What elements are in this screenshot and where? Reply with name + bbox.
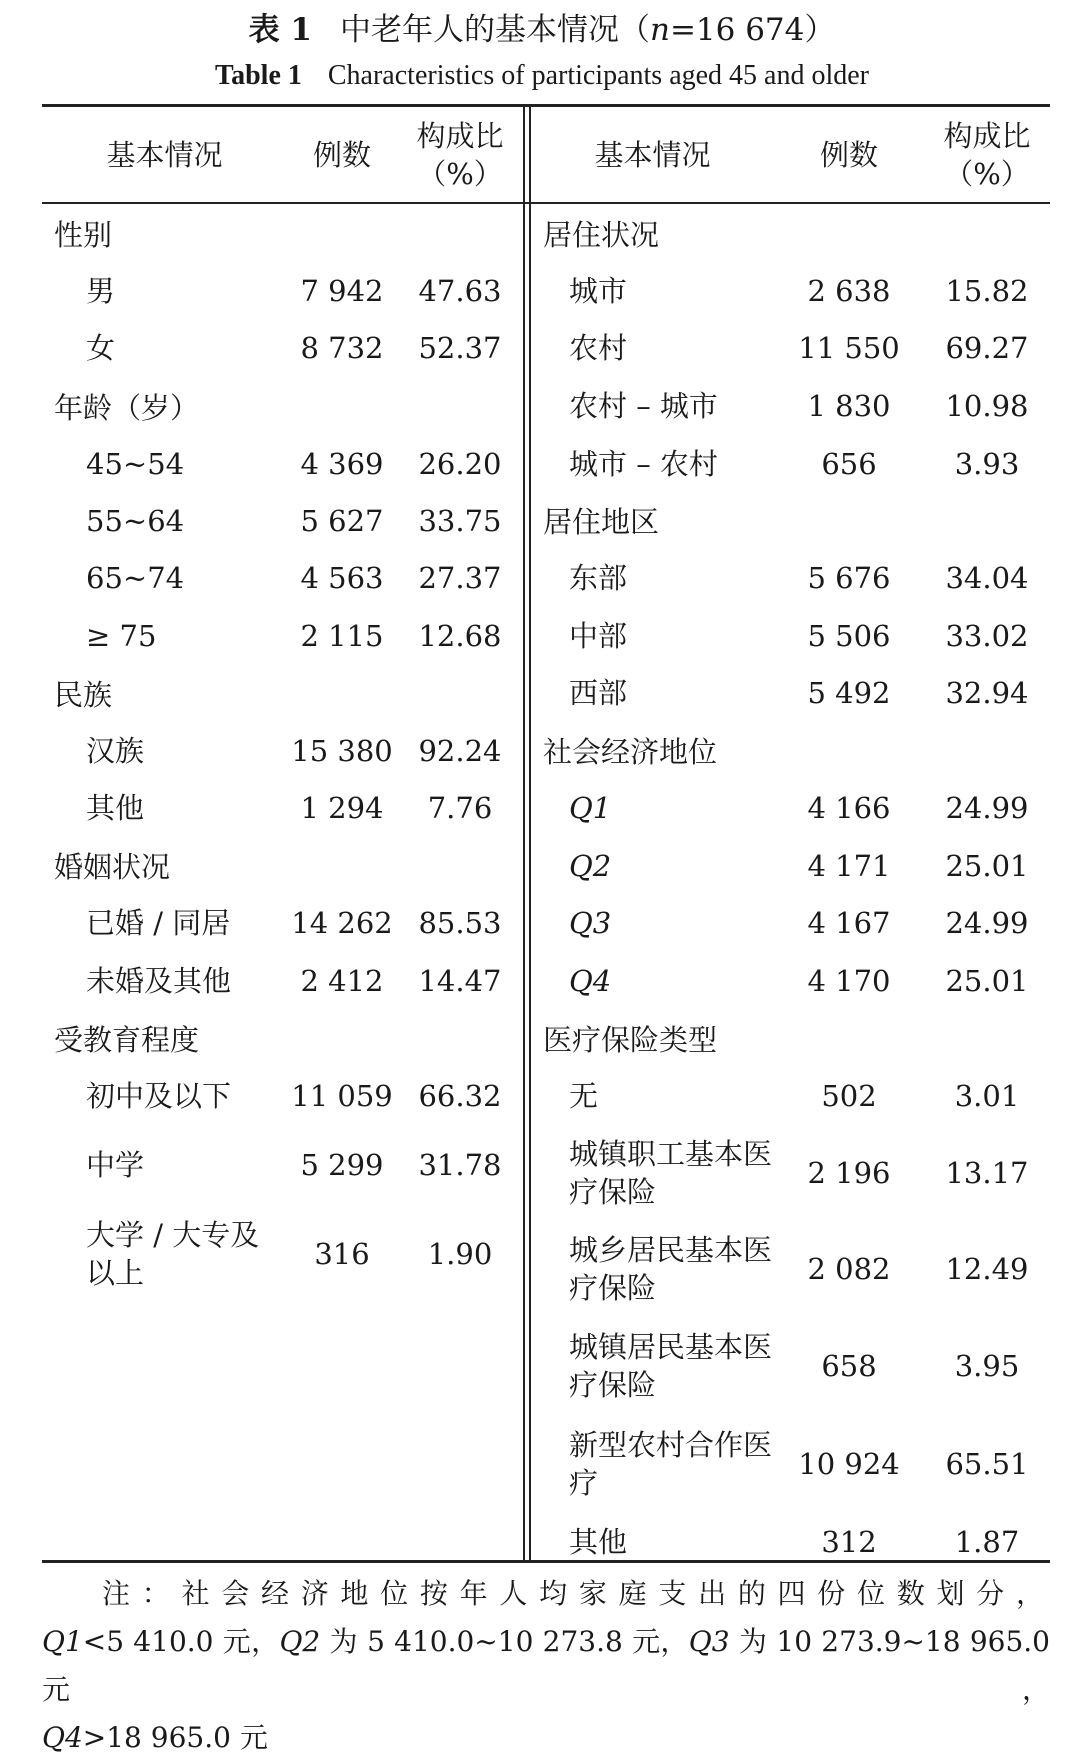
- category-row: [531, 1010, 1050, 1067]
- row-label: 汉族: [86, 733, 145, 768]
- count-cell: 658: [821, 1349, 877, 1383]
- characteristics-table: [42, 104, 1050, 1563]
- percent-cell: 25.01: [945, 848, 1029, 883]
- table-title-cn: [0, 8, 1084, 52]
- table-row: [531, 894, 1050, 952]
- percent-cell: 13.17: [945, 1155, 1029, 1190]
- table-row: [42, 435, 523, 492]
- table-row: [531, 1125, 1050, 1220]
- percent-cell: 15.82: [945, 273, 1029, 308]
- category-label: 居住地区: [543, 505, 660, 539]
- percent-cell: 24.99: [945, 791, 1029, 825]
- percent-cell: 32.94: [945, 676, 1029, 710]
- percent-cell: 1.90: [427, 1237, 493, 1271]
- row-label: Q1: [569, 791, 612, 825]
- category-label: 民族: [54, 677, 113, 712]
- table-row: [42, 607, 523, 664]
- count-cell: 11 550: [798, 331, 900, 365]
- count-cell: 5 627: [300, 503, 384, 538]
- row-label: 城乡居民基本医疗保险: [569, 1232, 773, 1305]
- count-cell: 4 167: [807, 906, 891, 940]
- row-label: 大学 / 大专及以上: [86, 1218, 260, 1290]
- table-row: [531, 549, 1050, 607]
- table-row: [531, 952, 1050, 1010]
- category-label: 婚姻状况: [54, 850, 171, 884]
- row-label: 农村 – 城市: [569, 389, 718, 423]
- count-cell: 11 059: [291, 1079, 393, 1113]
- percent-cell: 14.47: [418, 964, 502, 998]
- percent-cell: 85.53: [418, 906, 502, 940]
- row-label: Q3: [569, 906, 612, 940]
- row-label: 初中及以下: [86, 1079, 232, 1113]
- count-cell: 7 942: [300, 273, 384, 308]
- row-label: 女: [86, 331, 116, 365]
- count-cell: 5 492: [807, 676, 891, 710]
- row-label: Q2: [569, 848, 612, 883]
- title-en-text: Characteristics of participants aged 45 and older: [327, 60, 870, 91]
- table-row: [531, 435, 1050, 492]
- header-percent-line2: （%）: [417, 156, 503, 191]
- count-cell: 316: [314, 1237, 370, 1271]
- row-label: 已婚 / 同居: [86, 906, 231, 940]
- count-cell: 1 830: [807, 389, 891, 423]
- row-label: 55~64: [86, 503, 185, 538]
- category-label: 居住状况: [543, 217, 660, 252]
- table-row: [42, 1067, 523, 1125]
- category-row: [42, 664, 523, 722]
- row-label: 其他: [569, 1525, 628, 1559]
- note-line-3: [42, 1714, 1050, 1762]
- column-divider: [523, 107, 525, 1560]
- count-cell: 2 082: [807, 1251, 891, 1286]
- table-title-en: [0, 56, 1084, 96]
- category-row: [42, 1010, 523, 1067]
- category-row: [42, 204, 523, 262]
- table-row: [531, 1220, 1050, 1317]
- note-q3: Q3: [688, 1625, 730, 1658]
- table-row: [531, 262, 1050, 319]
- percent-cell: 10.98: [945, 389, 1029, 423]
- count-cell: 2 412: [300, 964, 384, 998]
- count-cell: 8 732: [300, 331, 384, 365]
- percent-cell: 3.93: [954, 446, 1020, 481]
- table-row: [531, 1512, 1050, 1572]
- header-percent-line2: （%）: [944, 156, 1030, 191]
- table-row: [531, 1317, 1050, 1415]
- table-row: [531, 1415, 1050, 1512]
- note-q3-text: 为 10 273.9~18 965.0 元，: [42, 1625, 1050, 1706]
- percent-cell: 31.78: [418, 1148, 502, 1182]
- title-cn-count: =16 674）: [669, 12, 836, 48]
- row-label: 城市 – 农村: [569, 446, 718, 481]
- table-row: [531, 607, 1050, 664]
- count-cell: 656: [821, 446, 877, 481]
- percent-cell: 92.24: [418, 733, 502, 768]
- header-characteristic: 基本情况: [106, 137, 223, 172]
- note-line-2: [42, 1618, 1050, 1714]
- count-cell: 5 676: [807, 561, 891, 595]
- table-row: [42, 319, 523, 377]
- percent-cell: 52.37: [418, 331, 502, 365]
- title-cn-n: n: [649, 12, 670, 48]
- row-label: 其他: [86, 791, 145, 825]
- count-cell: 312: [821, 1525, 877, 1559]
- table-row: [42, 549, 523, 607]
- header-percent: [397, 107, 523, 202]
- table-row: [42, 262, 523, 319]
- table-row: [42, 952, 523, 1010]
- percent-cell: 24.99: [945, 906, 1029, 940]
- table-number-cn: 表 1: [248, 12, 312, 48]
- table-row: [531, 319, 1050, 377]
- percent-cell: 33.75: [418, 503, 502, 538]
- row-label: ≥ 75: [86, 618, 157, 653]
- note-q2: Q2: [279, 1625, 321, 1658]
- category-label: 医疗保险类型: [543, 1023, 718, 1057]
- row-label: 农村: [569, 331, 628, 365]
- table-header-right: [531, 107, 1050, 202]
- table-row: [42, 894, 523, 952]
- row-label: 中学: [86, 1148, 145, 1182]
- row-label: 新型农村合作医疗: [569, 1427, 773, 1500]
- table-row: [531, 837, 1050, 894]
- row-label: 城镇职工基本医疗保险: [569, 1136, 773, 1209]
- row-label: 65~74: [86, 561, 185, 595]
- category-label: 性别: [54, 217, 113, 252]
- category-row: [42, 377, 523, 435]
- note-q2-text: 为 5 410.0~10 273.8 元，: [320, 1625, 689, 1658]
- percent-cell: 66.32: [418, 1079, 502, 1113]
- percent-cell: 12.49: [945, 1251, 1029, 1286]
- count-cell: 10 924: [798, 1446, 900, 1481]
- header-count: 例数: [819, 137, 878, 172]
- count-cell: 502: [821, 1079, 877, 1113]
- table-row: [531, 1067, 1050, 1125]
- percent-cell: 69.27: [945, 331, 1029, 365]
- table-row: [42, 1205, 523, 1303]
- table-left-half: [42, 107, 523, 1290]
- count-cell: 15 380: [291, 733, 393, 768]
- category-row: [531, 492, 1050, 549]
- count-cell: 2 638: [807, 273, 891, 308]
- percent-cell: 25.01: [945, 964, 1029, 998]
- count-cell: 5 506: [807, 618, 891, 653]
- percent-cell: 34.04: [945, 561, 1029, 595]
- count-cell: 4 166: [807, 791, 891, 825]
- percent-cell: 3.01: [954, 1079, 1020, 1113]
- row-label: Q4: [569, 964, 612, 998]
- table-row: [531, 377, 1050, 435]
- header-characteristic: 基本情况: [594, 137, 711, 172]
- row-label: 45~54: [86, 446, 185, 481]
- row-label: 中部: [569, 618, 628, 653]
- note-q4: Q4: [42, 1721, 83, 1754]
- row-label: 西部: [569, 676, 628, 710]
- title-cn-text: 中老年人的基本情况（: [339, 12, 650, 48]
- count-cell: 4 170: [807, 964, 891, 998]
- category-label: 受教育程度: [54, 1023, 200, 1057]
- percent-cell: 27.37: [418, 561, 502, 595]
- table-note: [42, 1570, 1050, 1762]
- category-row: [531, 722, 1050, 779]
- header-percent: [924, 107, 1050, 202]
- percent-cell: 33.02: [945, 618, 1029, 653]
- row-label: 男: [86, 273, 116, 308]
- count-cell: 4 171: [807, 848, 891, 883]
- percent-cell: 26.20: [418, 446, 502, 481]
- header-percent-line1: 构成比: [416, 118, 504, 153]
- table-header-left: [42, 107, 523, 202]
- note-q4-text: >18 965.0 元: [82, 1721, 268, 1754]
- header-percent-line1: 构成比: [943, 118, 1031, 153]
- category-label: 社会经济地位: [543, 735, 718, 769]
- count-cell: 2 196: [807, 1155, 891, 1190]
- note-q1-text: <5 410.0 元，: [82, 1625, 280, 1658]
- row-label: 东部: [569, 561, 628, 595]
- count-cell: 5 299: [300, 1148, 384, 1182]
- count-cell: 4 369: [300, 446, 384, 481]
- note-line-1: 注：社会经济地位按年人均家庭支出的四份位数划分，: [102, 1577, 1050, 1610]
- percent-cell: 7.76: [427, 791, 493, 825]
- percent-cell: 3.95: [954, 1349, 1020, 1383]
- category-row: [42, 837, 523, 894]
- table-number-en: Table 1: [214, 60, 302, 91]
- percent-cell: 1.87: [954, 1525, 1020, 1559]
- category-label: 年龄（岁）: [54, 390, 200, 425]
- note-q1: Q1: [42, 1625, 83, 1658]
- table-row: [42, 1125, 523, 1205]
- table-row: [531, 779, 1050, 837]
- percent-cell: 47.63: [418, 273, 502, 308]
- table-row: [42, 492, 523, 549]
- count-cell: 2 115: [300, 618, 384, 653]
- row-label: 城镇居民基本医疗保险: [569, 1330, 773, 1402]
- percent-cell: 65.51: [945, 1446, 1029, 1481]
- row-label: 未婚及其他: [86, 964, 232, 998]
- count-cell: 14 262: [291, 906, 393, 940]
- percent-cell: 12.68: [418, 618, 502, 653]
- count-cell: 1 294: [300, 791, 384, 825]
- table-row: [531, 664, 1050, 722]
- row-label: 无: [569, 1079, 599, 1113]
- category-row: [531, 204, 1050, 262]
- table-row: [42, 722, 523, 779]
- row-label: 城市: [569, 273, 628, 308]
- header-count: 例数: [312, 137, 371, 172]
- table-right-half: [531, 107, 1050, 1559]
- count-cell: 4 563: [300, 561, 384, 595]
- table-row: [42, 779, 523, 837]
